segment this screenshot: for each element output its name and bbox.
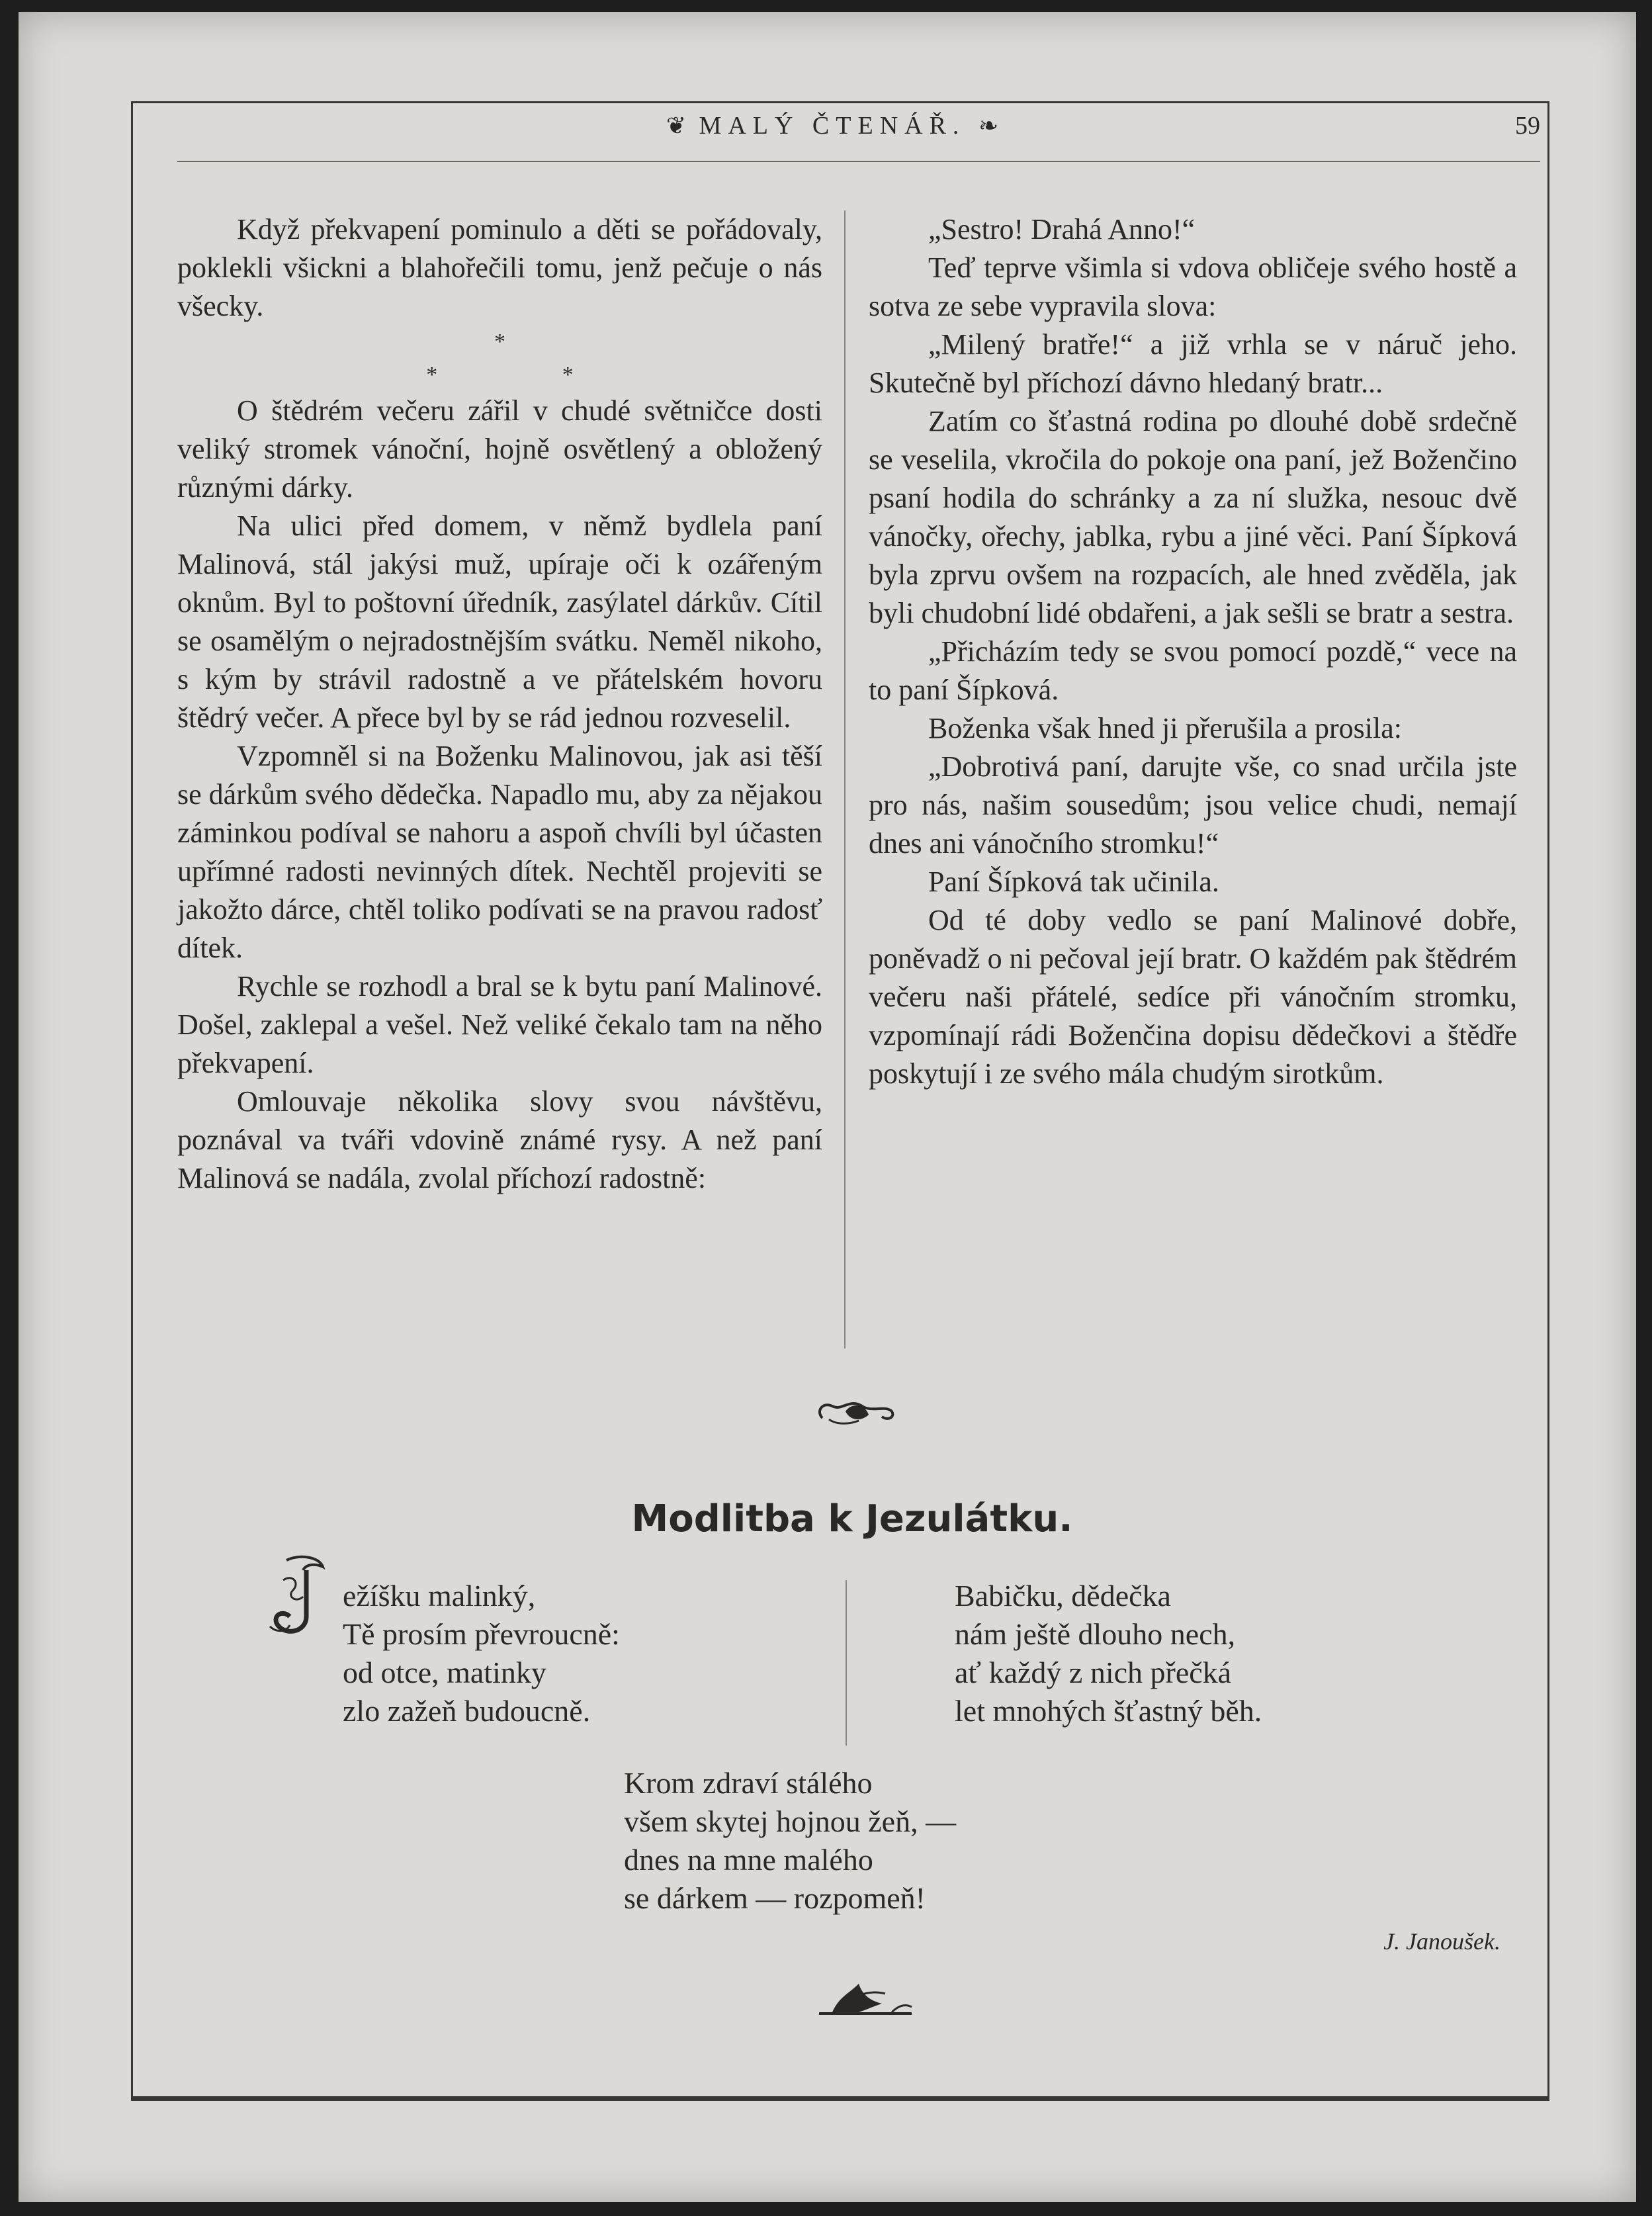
poem-divider [846, 1580, 847, 1746]
paragraph: Paní Šípková tak učinila. [928, 865, 1219, 898]
paragraph: Boženka však hned ji přerušila a prosila: [928, 712, 1403, 744]
poem-stanza-1 [343, 1577, 620, 1730]
right-column [869, 210, 1517, 1093]
poem-line: Babičku, dědečka [955, 1579, 1171, 1613]
paragraph: Od té doby vedlo se paní Malinové dobře, poněvadž o ni pečoval její bratr. O každém pak štědrém večeru naši přátelé, sedíce při vánočním stromku, vzpomínají rádi Boženčina dopisu dědečkovi a štědře poskytují i ze svého mála chudým sirotkům. [869, 904, 1517, 1090]
paragraph: „Dobrotivá paní, darujte vše, co snad určila jste pro nás, našim sousedům; jsou velice chudi, nemají dnes ani vánočního stromku!“ [869, 750, 1517, 860]
paragraph: Na ulici před domem, v němž bydlela paní Malinová, stál jakýsi muž, upíraje oči k ozářeným oknům. Byl to poštovní úředník, zasýlatel dárkův. Cítil se osamělým o nejradostnějším svátku. Neměl nikoho, s kým by strávil radostně a ve přátelském hovoru štědrý večer. A přece byl by se rád jednou rozveselil. [177, 510, 822, 734]
paragraph: Vzpomněl si na Boženku Malinovou, jak asi těší se dárkům svého dědečka. Napadlo mu, aby za nějakou záminkou podíval se nahoru a aspoň chvíli byl účasten upřímné radosti nevinných dítek. Nechtěl projeviti se jakožto dárce, chtěl toliko podívati se na pravou radosť dítek. [177, 740, 822, 964]
poem-title: Modlitba k Jezulátku. [631, 1497, 1073, 1540]
header-ornament-left-icon: ❦ [666, 112, 687, 139]
initial-letter: J [327, 1633, 328, 1634]
poem-line: let mnohých šťastný běh. [955, 1694, 1262, 1728]
running-head [568, 111, 1097, 140]
author-signature: J. Janoušek. [1383, 1928, 1500, 1955]
poem-stanza-3 [624, 1764, 956, 1918]
section-break [177, 326, 822, 392]
asterisk-pair: * * [426, 363, 633, 387]
paragraph: Když překvapení pominulo a děti se pořádovaly, poklekli všickni a blahořečili tomu, jenž pečuje o nás všecky. [177, 213, 822, 322]
page-number: 59 [1515, 112, 1540, 140]
paragraph: Omlouvaje několika slovy svou návštěvu, poznával va tváři vdovině známé rysy. A než paní Malinová se nadála, zvolal příchozí radostně: [177, 1085, 822, 1194]
page-frame-bottom-rule [131, 2096, 1549, 2101]
poem-line: ežíšku malinký, [343, 1579, 536, 1613]
header-ornament-right-icon: ❧ [978, 112, 999, 139]
poem-line: dnes na mne malého [624, 1843, 873, 1877]
poem-line: Krom zdraví stálého [624, 1766, 873, 1800]
paragraph: „Přicházím tedy se svou pomocí pozdě,“ vece na to paní Šípková. [869, 635, 1517, 706]
poem-line: se dárkem — rozpomeň! [624, 1881, 926, 1915]
poem-line: Tě prosím převroucně: [343, 1617, 620, 1651]
paragraph: Zatím co šťastná rodina po dlouhé době srdečně se veselila, vkročila do pokoje ona paní, jež Boženčino psaní hodila do schránky a za ní služka, nesouc dvě vánočky, ořechy, jablka, rybu a jiné věci. Paní Šípková byla zprvu ovšem na rozpacích, ale hned zvěděla, jak byli chudobní lidé obdařeni, a jak sešli se bratr a sestra. [869, 405, 1517, 629]
paragraph: „Milený bratře!“ a již vrhla se v náruč jeho. Skutečně byl příchozí dávno hledaný bratr... [869, 328, 1517, 399]
poem-line: ať každý z nich přečká [955, 1656, 1232, 1689]
column-divider [844, 210, 846, 1349]
paragraph: „Sestro! Drahá Anno!“ [928, 213, 1196, 245]
decorated-initial-j-icon [267, 1554, 336, 1640]
paragraph: Rychle se rozhodl a bral se k bytu paní Malinové. Došel, zaklepal a vešel. Než veliké čekalo tam na něho překvapení. [177, 970, 822, 1079]
poem-stanza-2 [955, 1577, 1262, 1730]
paragraph: Teď teprve všimla si vdova obličeje svého hostě a sotva ze sebe vypravila slova: [869, 251, 1517, 322]
header-rule [177, 161, 1540, 162]
paragraph: O štědrém večeru zářil v chudé světničce dosti veliký stromek vánoční, hojně osvětlený a obložený různými dárky. [177, 394, 822, 504]
poem-line: zlo zažeň budoucně. [343, 1694, 591, 1728]
poem-line: všem skytej hojnou žeň, — [624, 1804, 957, 1838]
poem-line: nám ještě dlouho nech, [955, 1617, 1236, 1651]
asterisk-top: * [494, 330, 505, 354]
book-page [19, 12, 1636, 2202]
poem-line: od otce, matinky [343, 1656, 546, 1689]
vignette-ornament-icon [809, 1392, 902, 1431]
left-column [177, 210, 822, 1198]
running-head-title: MALÝ ČTENÁŘ. [699, 112, 966, 140]
tailpiece-ornament-icon [812, 1974, 918, 2020]
